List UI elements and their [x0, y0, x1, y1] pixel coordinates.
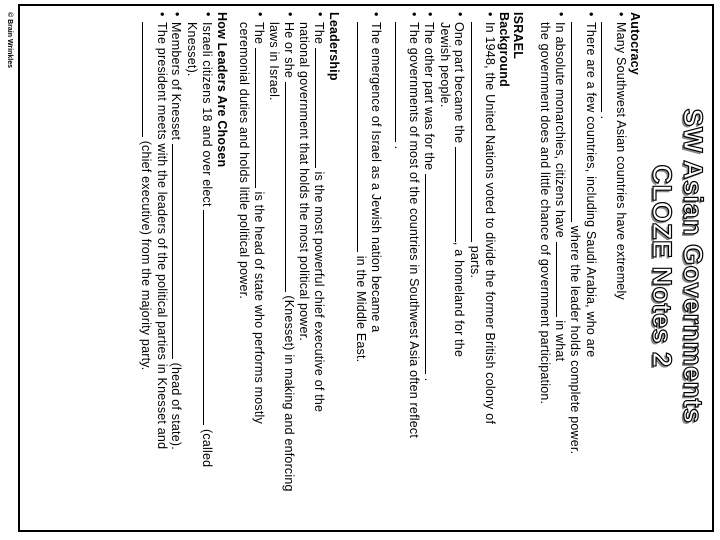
autocracy-bullet-2-text: There are a few countries, including Saudi Arabia, who are — [583, 22, 598, 358]
chosen-bullet-3-text-end: (chief executive) from the majority party. — [139, 140, 154, 371]
israel-bullet-5-text-end: in the Middle East. — [353, 255, 368, 363]
page-title — [646, 12, 708, 520]
israel-bullet-2-text: One part became the — [452, 22, 467, 144]
list-item — [437, 12, 467, 520]
israel-bullet-2-text-mid: , a homeland for the — [452, 241, 467, 358]
fill-blank — [203, 210, 215, 425]
israel-bullet-3-text: The other part was for the — [422, 22, 437, 171]
list-item: • The other part was for the . — [421, 12, 437, 520]
autocracy-bullet-1-text: Many Southwest Asian countries have extremely — [614, 22, 628, 300]
list-item — [169, 12, 185, 520]
autocracy-section — [537, 12, 642, 520]
leadership-bullet-2-text-mid: (Knesset) in making and enforcing — [281, 295, 296, 492]
list-item — [353, 12, 383, 520]
copyright-credit — [4, 12, 14, 82]
fill-blank — [601, 22, 613, 112]
list-item — [184, 12, 214, 520]
autocracy-bullet-2-text-end: where the leader holds complete power. — [568, 225, 583, 455]
autocracy-heading: Autocracy — [628, 12, 642, 75]
leadership-bullet-1-text-mid: is the most powerful chief executive of the — [312, 171, 327, 413]
israel-bullet-5-text: The emergence of Israel as a Jewish nation became a — [369, 22, 384, 333]
list-item — [297, 12, 327, 520]
autocracy-bullet-3-text: In absolute monarchies, citizens have — [552, 22, 567, 238]
fill-blank — [395, 22, 407, 142]
chosen-bullet-2-text-end: (head of state). — [169, 362, 184, 450]
israel-bullet-2-text-end: Jewish people. — [437, 22, 452, 108]
title-line-2: CLOZE Notes 2 — [647, 164, 677, 368]
leadership-bullet-2-text: He or she — [281, 22, 296, 78]
israel-section — [353, 12, 525, 520]
fill-blank — [172, 144, 184, 359]
leadership-bullet-2-text-end: laws in Israel. — [267, 22, 282, 101]
chosen-bullet-1-text-mid: (called — [199, 429, 214, 468]
leadership-bullet-1-text-end: national government that holds the most political power. — [297, 22, 312, 342]
chosen-bullet-3-text: The president meets with the leaders of the political parties in Knesset and — [154, 22, 169, 450]
list-item: • The governments of most of the countries in Southwest Asia often reflect . — [391, 12, 421, 520]
leaders-chosen-list — [139, 12, 215, 520]
list-item — [537, 12, 567, 520]
israel-heading: ISRAEL — [511, 12, 526, 60]
fill-blank — [255, 48, 267, 188]
title-line-1: SW Asian Governments — [678, 108, 708, 424]
fill-blank — [571, 22, 583, 222]
slide-frame — [18, 4, 714, 532]
list-item: • Many Southwest Asian countries have extremely . — [598, 12, 628, 520]
leadership-bullet-3-text: The — [251, 22, 266, 45]
israel-bullet-4-text: The governments of most of the countries in Southwest Asia often reflect — [407, 22, 422, 438]
copyright-text: © Brain Wrinkles — [6, 12, 13, 68]
israel-list — [353, 12, 497, 520]
fill-blank — [315, 48, 327, 168]
autocracy-list — [537, 12, 628, 520]
fill-blank — [357, 22, 369, 252]
israel-bullet-1-text-end: parts. — [467, 245, 482, 279]
list-item — [568, 12, 598, 520]
israel-bullet-1-text: In 1948, the United Nations voted to divide the former British colony of — [483, 22, 498, 425]
leadership-bullet-3-text-end: ceremonial duties and holds little political power. — [237, 22, 252, 300]
chosen-bullet-2-text: Members of Knesset — [169, 22, 184, 141]
fill-blank — [556, 242, 568, 317]
background-heading: Background — [497, 12, 512, 87]
leaders-chosen-heading: How Leaders Are Chosen — [214, 12, 229, 168]
rotated-page — [20, 6, 712, 526]
fill-blank — [285, 82, 297, 292]
leadership-bullet-1-text: The — [312, 22, 327, 45]
leadership-list — [237, 12, 328, 520]
chosen-bullet-1-text-end: Knesset). — [184, 22, 199, 77]
list-item — [139, 12, 169, 520]
leaders-chosen-section — [139, 12, 229, 520]
list-item — [467, 12, 497, 520]
fill-blank — [455, 147, 467, 242]
autocracy-bullet-3-text-mid: in what — [552, 320, 567, 362]
chosen-bullet-1-text: Israeli citizens 18 and over elect — [199, 22, 214, 207]
autocracy-bullet-3-text-end: the government does and little chance of government participation. — [538, 22, 553, 405]
leadership-section — [237, 12, 342, 520]
fill-blank — [471, 22, 483, 242]
list-item — [267, 12, 297, 520]
list-item — [237, 12, 267, 520]
leadership-heading: Leadership — [327, 12, 342, 81]
leadership-bullet-3-text-mid: is the head of state who performs mostly — [251, 191, 266, 424]
fill-blank — [425, 174, 437, 374]
fill-blank — [142, 22, 154, 137]
